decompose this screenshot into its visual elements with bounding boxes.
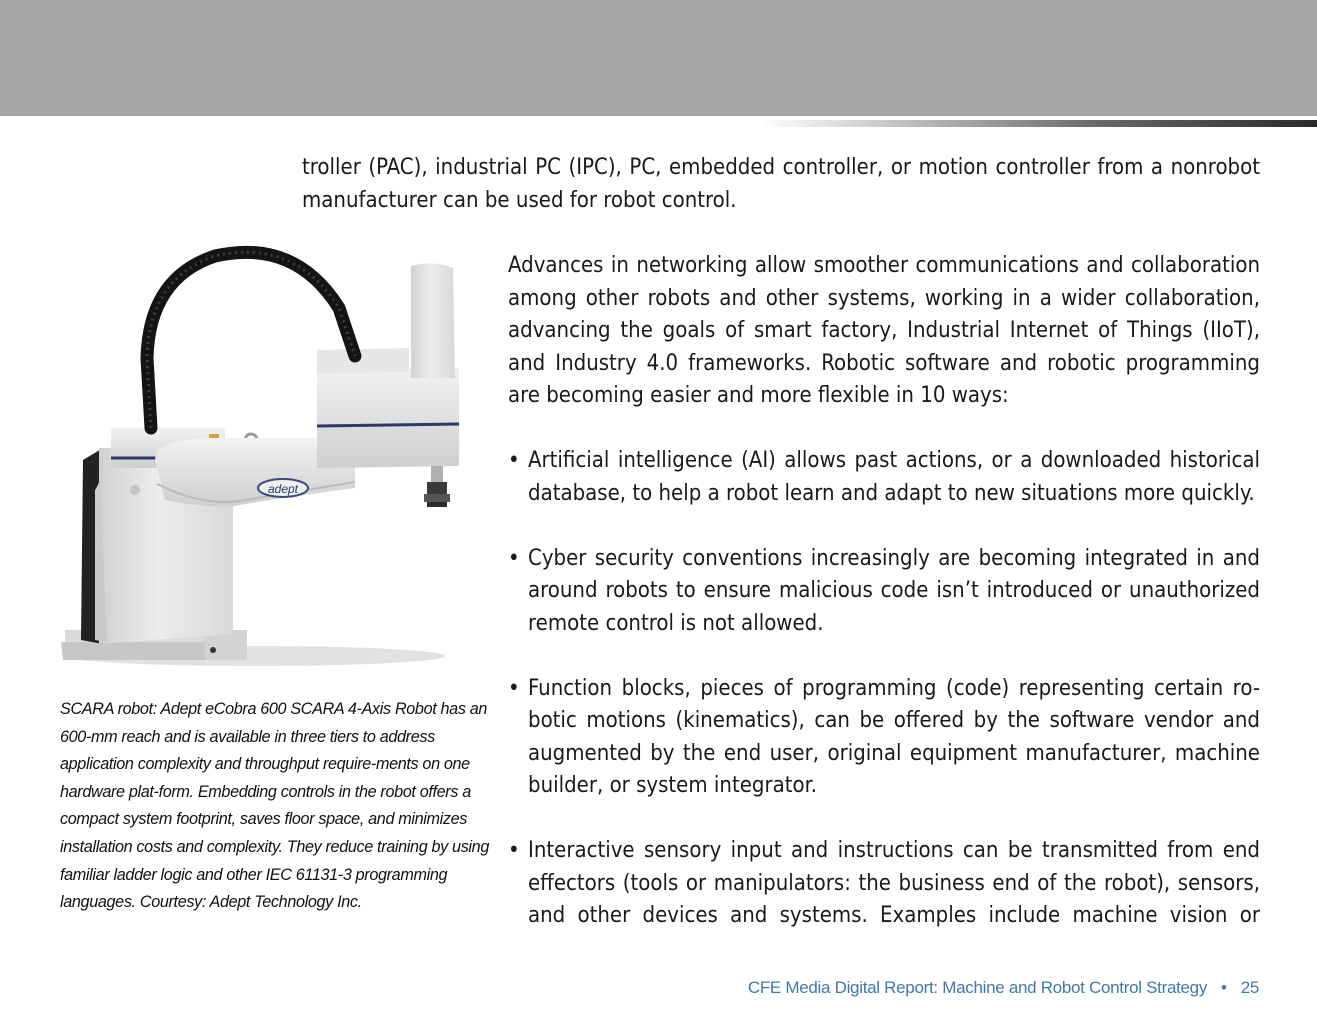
header-gradient-rule <box>760 120 1317 127</box>
bullet-item <box>508 673 1260 803</box>
bullet-text: Interactive sensory input and instructions can be transmitted from end effectors (tools or manipulators: the business end of the robot), sensors, and other devices and systems. Examples include machine vision or <box>528 838 1260 928</box>
footer-title: CFE Media Digital Report: Machine and Robot Control Strategy <box>747 978 1208 997</box>
bullet-text: Function blocks, pieces of programming (code) representing certain ro-botic motions (kinematics), can be offered by the software vendor and augmented by the end user, original equipment manufacturer, machine builder, or system integrator. <box>528 675 1260 798</box>
bullet-item <box>508 445 1260 510</box>
footer-separator: • <box>1221 978 1227 997</box>
page-footer <box>748 978 1259 998</box>
page-number: 25 <box>1240 978 1259 997</box>
body-column <box>508 250 1260 965</box>
bullet-dot: • <box>508 838 520 863</box>
bullet-dot: • <box>508 675 520 701</box>
bullet-item <box>508 543 1260 641</box>
scara-robot-image <box>55 238 495 678</box>
bullet-dot: • <box>508 545 520 571</box>
adept-logo: adept <box>267 482 299 496</box>
figure-caption: SCARA robot: Adept eCobra 600 SCARA 4-Axis Robot has an 600-mm reach and is available in three tiers to address application complexity and throughput require-ments on one hardware plat-form. Embedding controls in the robot offers a compact system footprint, saves floor space, and minimizes installation costs and complexity. They reduce training by using familiar ladder logic and other IEC 61131-3 programming languages. Courtesy: Adept Technology Inc. <box>60 700 489 912</box>
bullet-item <box>508 835 1260 933</box>
bullet-dot: • <box>508 448 520 473</box>
bullet-text: Cyber security conventions increasingly are becoming integrated in and around robots to ensure malicious code isn’t introduced or unauthorized remote control is not allowed. <box>528 545 1260 636</box>
bullet-text: Artificial intelligence (AI) allows past actions, or a downloaded historical database, to help a robot learn and adapt to new situations more quickly. <box>528 448 1260 506</box>
header-band <box>0 0 1317 116</box>
body-paragraph: Advances in networking allow smoother communications and collaboration among other robots and other systems, working in a wider collaboration, advancing the goals of smart factory, Industrial Internet of Things (IIoT), and Industry 4.0 frameworks. Robotic software and robotic programming are becoming easier and more flexible in 10 ways: <box>508 253 1260 408</box>
intro-paragraph: troller (PAC), industrial PC (IPC), PC, embedded controller, or motion controller from a nonrobot manufacturer can be used for robot control. <box>302 155 1260 213</box>
